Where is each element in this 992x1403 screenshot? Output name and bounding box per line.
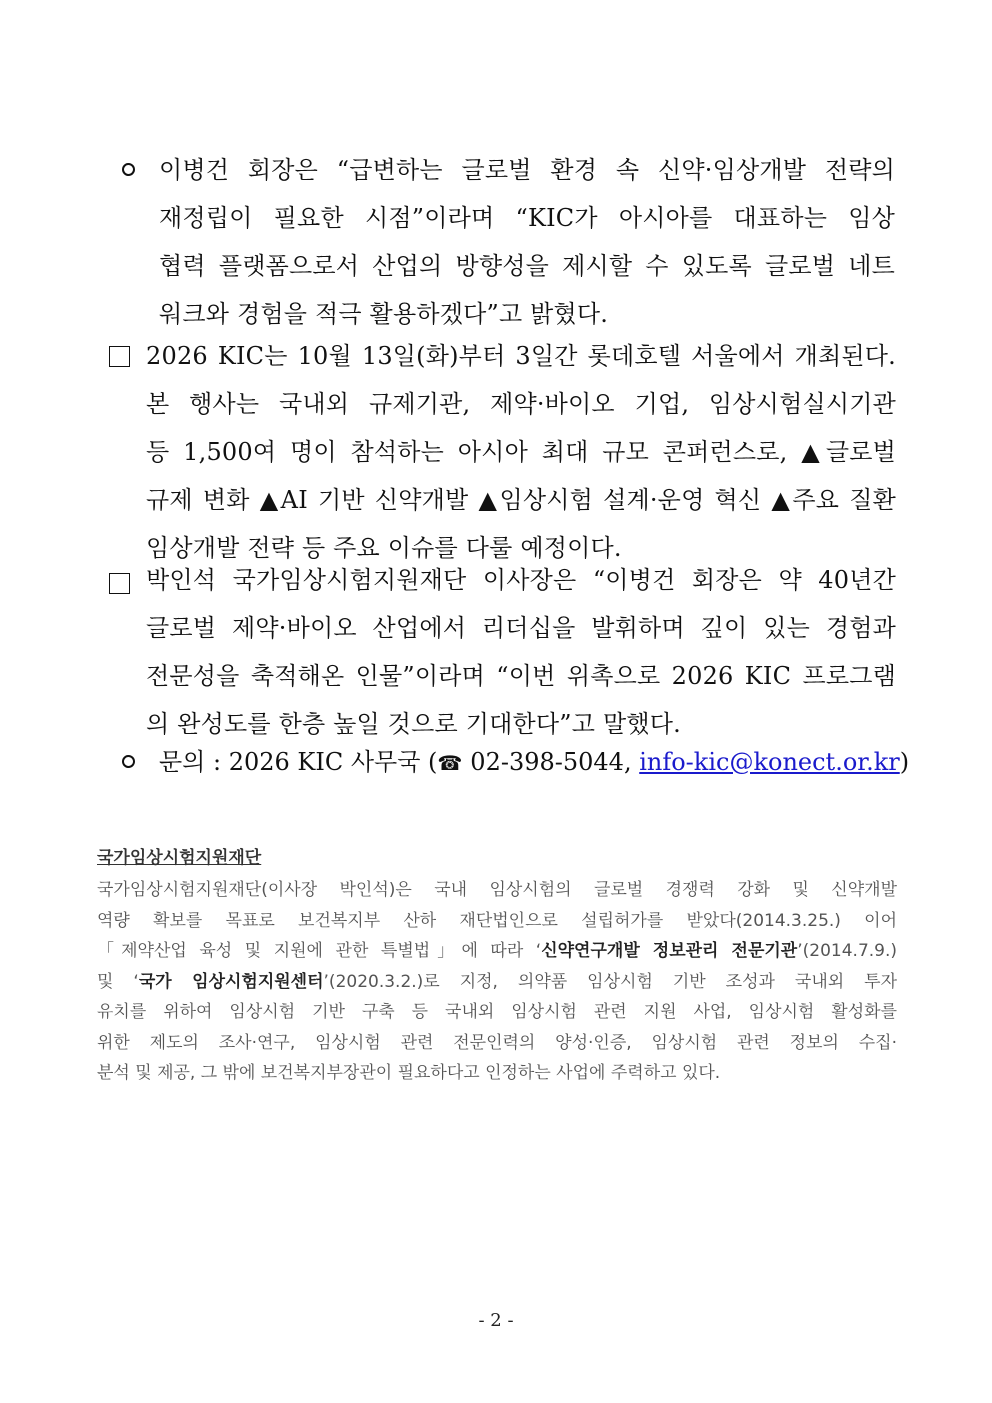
organization-description [97, 845, 897, 1089]
paragraph-line: 본 행사는 국내외 규제기관, 제약·바이오 기업, 임상시험실시기관 [146, 390, 896, 418]
square-bullet-icon [109, 346, 130, 367]
org-line: 위한 제도의 조사·연구, 임상시험 관련 전문인력의 양성·인증, 임상시험 관련 정보의 수집· [97, 1032, 897, 1053]
paragraph-line: 협력 플랫폼으로서 산업의 방향성을 제시할 수 있도록 글로벌 네트 [159, 252, 895, 280]
square-bullet-icon [109, 573, 130, 594]
circle-bullet-icon [122, 163, 135, 176]
contact-line [159, 738, 909, 787]
paragraph-line: 2026 KIC는 10월 13일(화)부터 3일간 롯데호텔 서울에서 개최된다. [146, 342, 896, 370]
org-line [97, 936, 897, 967]
paragraph-line: 임상개발 전략 등 주요 이슈를 다룰 예정이다. [146, 534, 622, 562]
contact-phone: 02-398-5044, [470, 748, 632, 776]
org-line: 분석 및 제공, 그 밖에 보건복지부장관이 필요하다고 인정하는 사업에 주력하고 있다. [97, 1063, 721, 1083]
paragraph-line: 이병건 회장은 “급변하는 글로벌 환경 속 신약·임상개발 전략의 [159, 156, 895, 184]
quote-paragraph-park [146, 556, 896, 748]
contact-prefix: 문의 : 2026 KIC 사무국 ( [159, 748, 438, 776]
org-bold-text: 신약연구개발 정보관리 전문기관 [541, 941, 798, 961]
org-text: 「제약산업 육성 및 지원에 관한 특별법」에 따라 ‘ [97, 941, 542, 961]
contact-suffix: ) [899, 748, 910, 776]
paragraph-line: 재정립이 필요한 시점”이라며 “KIC가 아시아를 대표하는 임상 [159, 204, 895, 232]
org-line: 역량 확보를 목표로 보건복지부 산하 재단법인으로 설립허가를 받았다(2014.3.25.) 이어 [97, 910, 897, 931]
page-number: - 2 - [478, 1310, 514, 1331]
phone-icon: ☎ [437, 751, 463, 775]
org-line: 유치를 위하여 임상시험 기반 구축 등 국내외 임상시험 관련 지원 사업, 임상시험 활성화를 [97, 1002, 897, 1022]
paragraph-line: 의 완성도를 한층 높일 것으로 기대한다”고 말했다. [146, 710, 681, 738]
org-text: ’(2020.3.2.)로 지정, 의약품 임상시험 기반 조성과 국내외 투자 [323, 971, 897, 992]
email-link[interactable]: info-kic@konect.or.kr [639, 748, 900, 776]
quote-paragraph-lee [159, 146, 895, 338]
paragraph-line: 박인석 국가임상시험지원재단 이사장은 “이병건 회장은 약 40년간 [146, 566, 896, 594]
org-text: ’(2014.7.9.) [797, 941, 898, 961]
org-text: 및 ‘ [97, 971, 139, 992]
paragraph-line: 글로벌 제약·바이오 산업에서 리더십을 발휘하며 깊이 있는 경험과 [146, 614, 896, 642]
org-line: 국가임상시험지원재단(이사장 박인석)은 국내 임상시험의 글로벌 경쟁력 강화 및 신약개발 [97, 880, 897, 900]
paragraph-line: 등 1,500여 명이 참석하는 아시아 최대 규모 콘퍼런스로, ▲글로벌 [146, 438, 896, 466]
paragraph-line: 전문성을 축적해온 인물”이라며 “이번 위촉으로 2026 KIC 프로그램 [146, 662, 896, 690]
paragraph-line: 규제 변화 ▲AI 기반 신약개발 ▲임상시험 설계·운영 혁신 ▲주요 질환 [146, 486, 896, 514]
event-paragraph [146, 332, 896, 572]
circle-bullet-icon [122, 755, 135, 768]
org-bold-text: 국가 임상시험지원센터 [138, 971, 324, 992]
org-line [97, 967, 897, 998]
organization-title: 국가임상시험지원재단 [97, 848, 262, 868]
paragraph-line: 워크와 경험을 적극 활용하겠다”고 밝혔다. [159, 300, 609, 328]
